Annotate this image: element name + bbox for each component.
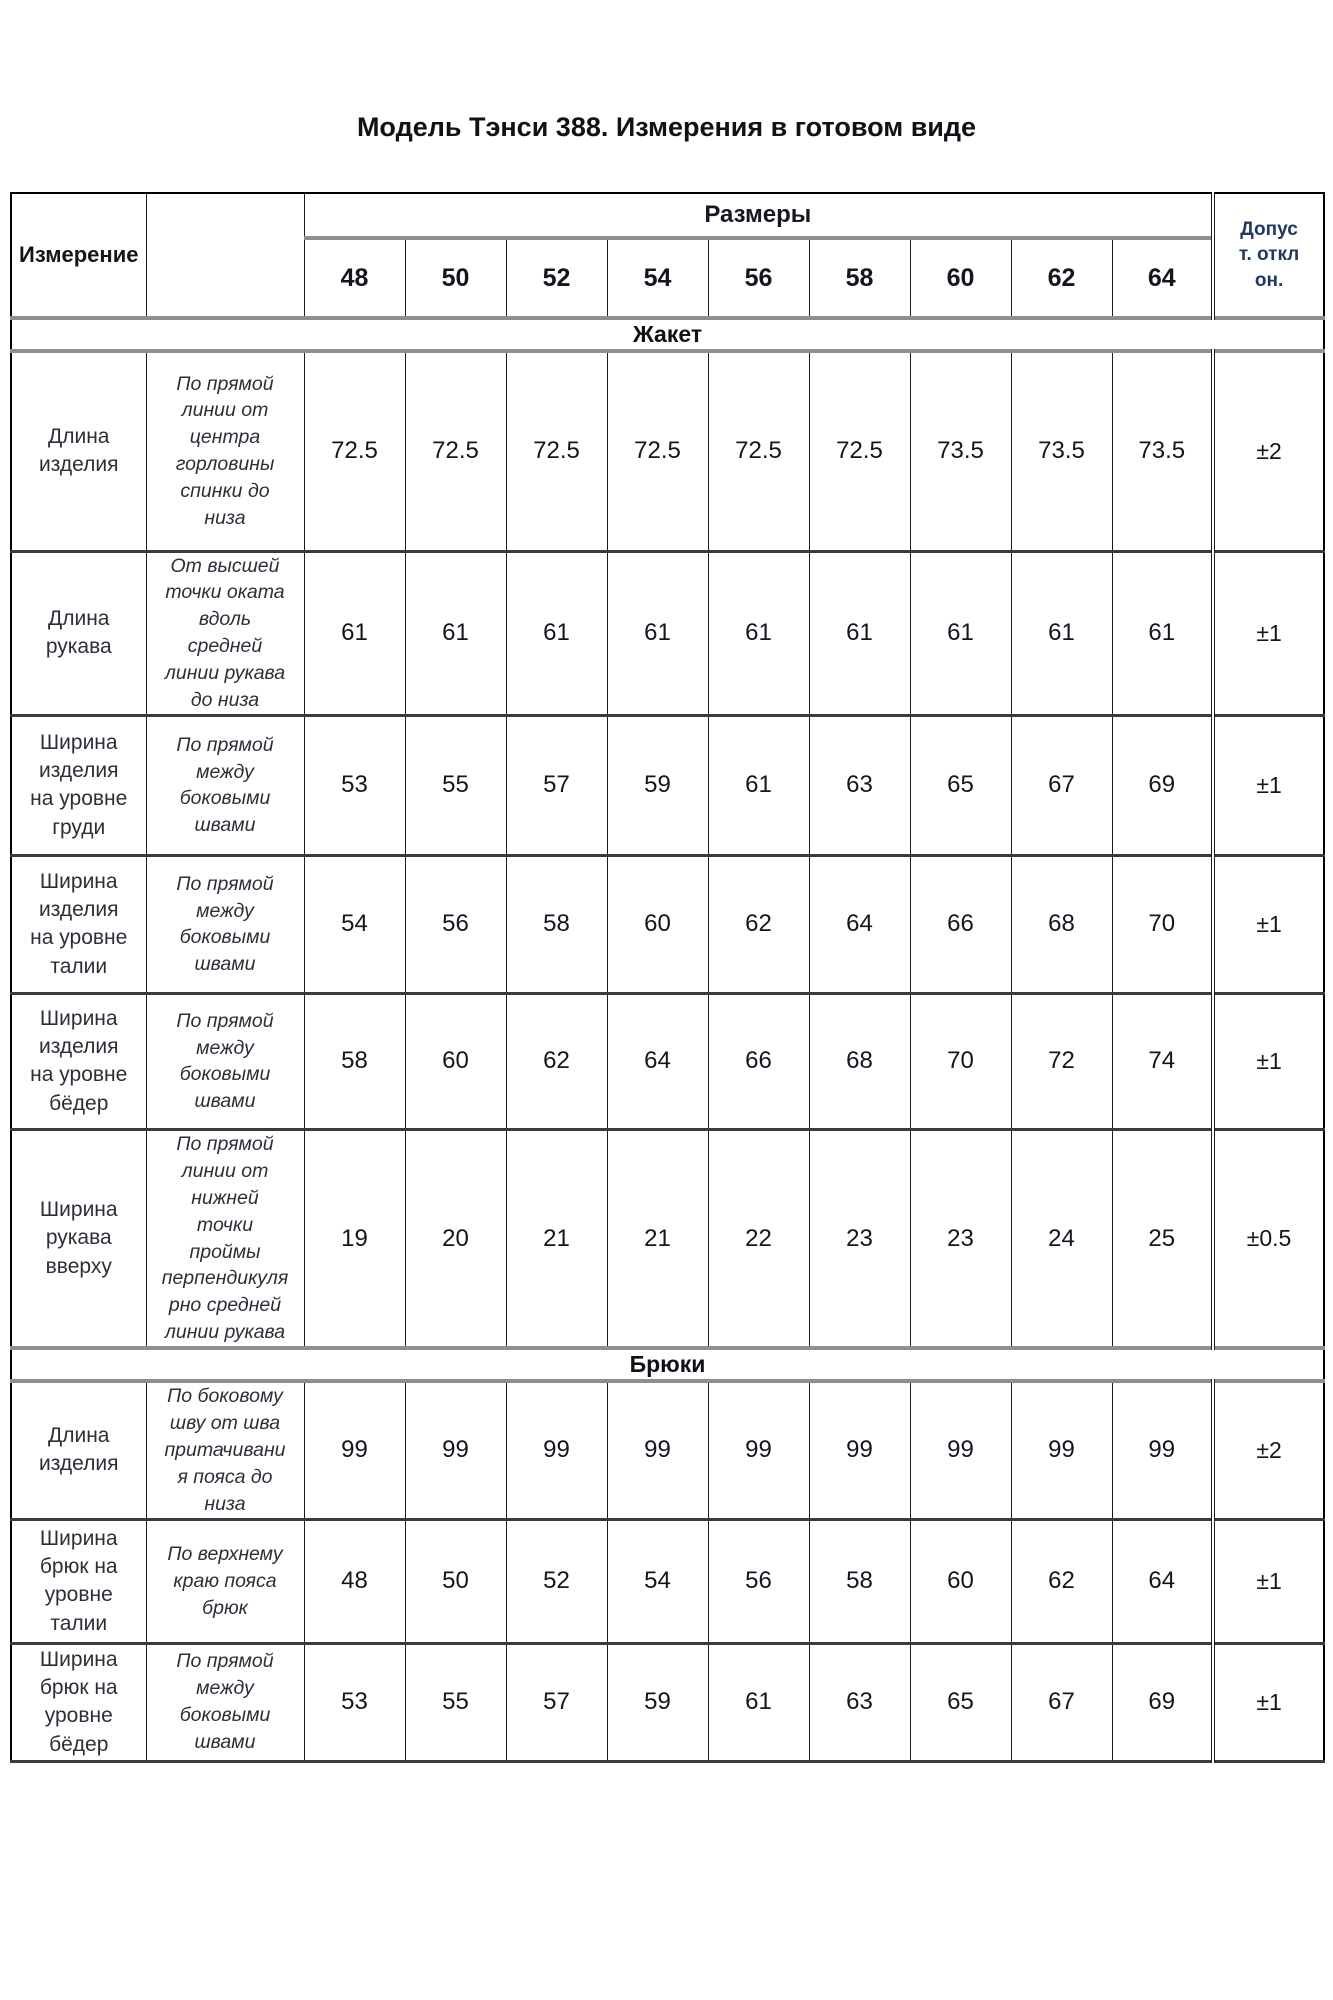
measurement-value: 99 — [506, 1381, 607, 1519]
measurement-value: 54 — [607, 1519, 708, 1643]
section-band-row — [11, 318, 1324, 351]
measurement-value: 20 — [405, 1129, 506, 1348]
measurement-value: 72.5 — [809, 351, 910, 551]
measurement-label: Ширина изделия на уровне талии — [11, 855, 146, 993]
measurement-method: По прямой между боковыми швами — [146, 1643, 304, 1761]
tolerance-value: ±2 — [1213, 351, 1324, 551]
measurement-value: 53 — [304, 715, 405, 855]
measurement-label: Длина рукава — [11, 551, 146, 715]
section-title: Жакет — [11, 318, 1324, 351]
measurement-value: 55 — [405, 1643, 506, 1761]
tolerance-value: ±1 — [1213, 1519, 1324, 1643]
size-column-header: 56 — [708, 238, 809, 318]
tolerance-column-header: Допуст. отклон. — [1213, 193, 1324, 318]
measurement-row — [11, 993, 1324, 1129]
measurement-row — [11, 351, 1324, 551]
measurement-value: 69 — [1112, 715, 1213, 855]
measurement-value: 63 — [809, 715, 910, 855]
measurement-label: Ширина брюк на уровне бёдер — [11, 1643, 146, 1761]
measurement-value: 23 — [910, 1129, 1011, 1348]
measurement-value: 61 — [607, 551, 708, 715]
measurement-value: 72.5 — [708, 351, 809, 551]
measurement-value: 59 — [607, 715, 708, 855]
measurement-value: 64 — [1112, 1519, 1213, 1643]
measurement-value: 60 — [405, 993, 506, 1129]
measurement-value: 67 — [1011, 715, 1112, 855]
size-column-header: 58 — [809, 238, 910, 318]
measurement-method: По верхнему краю пояса брюк — [146, 1519, 304, 1643]
measurement-value: 61 — [1112, 551, 1213, 715]
measurement-value: 56 — [405, 855, 506, 993]
measurement-value: 60 — [910, 1519, 1011, 1643]
measurement-value: 56 — [708, 1519, 809, 1643]
measurement-value: 61 — [405, 551, 506, 715]
measurement-value: 99 — [405, 1381, 506, 1519]
measurement-value: 62 — [1011, 1519, 1112, 1643]
measurement-value: 61 — [910, 551, 1011, 715]
measurement-method: По прямой между боковыми швами — [146, 993, 304, 1129]
measurement-label: Длина изделия — [11, 1381, 146, 1519]
size-column-header: 54 — [607, 238, 708, 318]
measurement-value: 99 — [910, 1381, 1011, 1519]
measurement-value: 50 — [405, 1519, 506, 1643]
measurement-value: 58 — [304, 993, 405, 1129]
measurement-value: 66 — [910, 855, 1011, 993]
measurement-row — [11, 551, 1324, 715]
measurement-value: 70 — [1112, 855, 1213, 993]
measurement-value: 53 — [304, 1643, 405, 1761]
size-column-header: 50 — [405, 238, 506, 318]
measurement-value: 68 — [1011, 855, 1112, 993]
measurement-value: 19 — [304, 1129, 405, 1348]
measurement-value: 68 — [809, 993, 910, 1129]
measurement-method: По прямой между боковыми швами — [146, 715, 304, 855]
measurement-value: 62 — [506, 993, 607, 1129]
measurement-method: От высшей точки оката вдоль средней линии рукава до низа — [146, 551, 304, 715]
tolerance-value: ±1 — [1213, 993, 1324, 1129]
measurement-value: 57 — [506, 715, 607, 855]
measurement-value: 99 — [304, 1381, 405, 1519]
measurement-value: 72.5 — [304, 351, 405, 551]
measurement-value: 61 — [708, 715, 809, 855]
measurement-label: Ширина изделия на уровне груди — [11, 715, 146, 855]
measurement-value: 73.5 — [1112, 351, 1213, 551]
measurement-value: 61 — [708, 1643, 809, 1761]
measurement-value: 62 — [708, 855, 809, 993]
measurement-label: Ширина рукава вверху — [11, 1129, 146, 1348]
measurement-row — [11, 1643, 1324, 1761]
tolerance-value: ±1 — [1213, 855, 1324, 993]
measurement-value: 65 — [910, 1643, 1011, 1761]
size-column-header: 48 — [304, 238, 405, 318]
size-column-header: 52 — [506, 238, 607, 318]
measurement-value: 72.5 — [506, 351, 607, 551]
measurement-row — [11, 1519, 1324, 1643]
measurement-method: По прямой линии от центра горловины спинки до низа — [146, 351, 304, 551]
tolerance-value: ±1 — [1213, 551, 1324, 715]
measurement-value: 57 — [506, 1643, 607, 1761]
measurement-value: 73.5 — [910, 351, 1011, 551]
tolerance-value: ±1 — [1213, 1643, 1324, 1761]
measurement-value: 72.5 — [607, 351, 708, 551]
header-row-groups — [11, 193, 1324, 238]
measurement-value: 64 — [809, 855, 910, 993]
measurement-column-header: Измерение — [11, 193, 146, 318]
section-band-row — [11, 1348, 1324, 1381]
measurement-value: 72.5 — [405, 351, 506, 551]
measurement-value: 74 — [1112, 993, 1213, 1129]
measurement-value: 21 — [607, 1129, 708, 1348]
measurement-label: Ширина брюк на уровне талии — [11, 1519, 146, 1643]
measurement-row — [11, 855, 1324, 993]
measurement-label: Длина изделия — [11, 351, 146, 551]
measurement-row — [11, 1381, 1324, 1519]
sizes-group-header: Размеры — [304, 193, 1213, 238]
measurement-value: 99 — [1011, 1381, 1112, 1519]
measurement-value: 64 — [607, 993, 708, 1129]
measurement-value: 60 — [607, 855, 708, 993]
measurement-value: 58 — [809, 1519, 910, 1643]
measurement-value: 99 — [809, 1381, 910, 1519]
measurement-value: 25 — [1112, 1129, 1213, 1348]
measurement-value: 61 — [708, 551, 809, 715]
measurement-value: 99 — [1112, 1381, 1213, 1519]
measurement-method: По боковому шву от шва притачивания пояса до низа — [146, 1381, 304, 1519]
measurement-value: 61 — [809, 551, 910, 715]
measurement-method: По прямой линии от нижней точки проймы перпендикулярно средней линии рукава — [146, 1129, 304, 1348]
measurement-value: 58 — [506, 855, 607, 993]
size-column-header: 64 — [1112, 238, 1213, 318]
measurement-value: 24 — [1011, 1129, 1112, 1348]
measurement-value: 70 — [910, 993, 1011, 1129]
measurement-value: 61 — [506, 551, 607, 715]
measurement-value: 65 — [910, 715, 1011, 855]
measurement-method: По прямой между боковыми швами — [146, 855, 304, 993]
page-title: Модель Тэнси 388. Измерения в готовом виде — [356, 112, 977, 142]
measurement-value: 22 — [708, 1129, 809, 1348]
size-column-header: 60 — [910, 238, 1011, 318]
measurement-value: 54 — [304, 855, 405, 993]
measurement-value: 21 — [506, 1129, 607, 1348]
measurements-table — [10, 192, 1325, 1763]
tolerance-value: ±1 — [1213, 715, 1324, 855]
method-column-header — [146, 193, 304, 318]
measurement-value: 61 — [304, 551, 405, 715]
size-column-header: 62 — [1011, 238, 1112, 318]
measurement-value: 99 — [708, 1381, 809, 1519]
tolerance-value: ±2 — [1213, 1381, 1324, 1519]
measurement-value: 48 — [304, 1519, 405, 1643]
measurement-value: 52 — [506, 1519, 607, 1643]
section-title: Брюки — [11, 1348, 1324, 1381]
measurement-value: 73.5 — [1011, 351, 1112, 551]
measurement-value: 69 — [1112, 1643, 1213, 1761]
measurement-row — [11, 715, 1324, 855]
measurement-value: 67 — [1011, 1643, 1112, 1761]
measurement-value: 99 — [607, 1381, 708, 1519]
measurement-value: 66 — [708, 993, 809, 1129]
measurement-value: 55 — [405, 715, 506, 855]
measurement-value: 59 — [607, 1643, 708, 1761]
measurement-value: 72 — [1011, 993, 1112, 1129]
measurement-value: 61 — [1011, 551, 1112, 715]
measurement-label: Ширина изделия на уровне бёдер — [11, 993, 146, 1129]
measurement-row — [11, 1129, 1324, 1348]
tolerance-value: ±0.5 — [1213, 1129, 1324, 1348]
measurement-value: 63 — [809, 1643, 910, 1761]
measurement-value: 23 — [809, 1129, 910, 1348]
